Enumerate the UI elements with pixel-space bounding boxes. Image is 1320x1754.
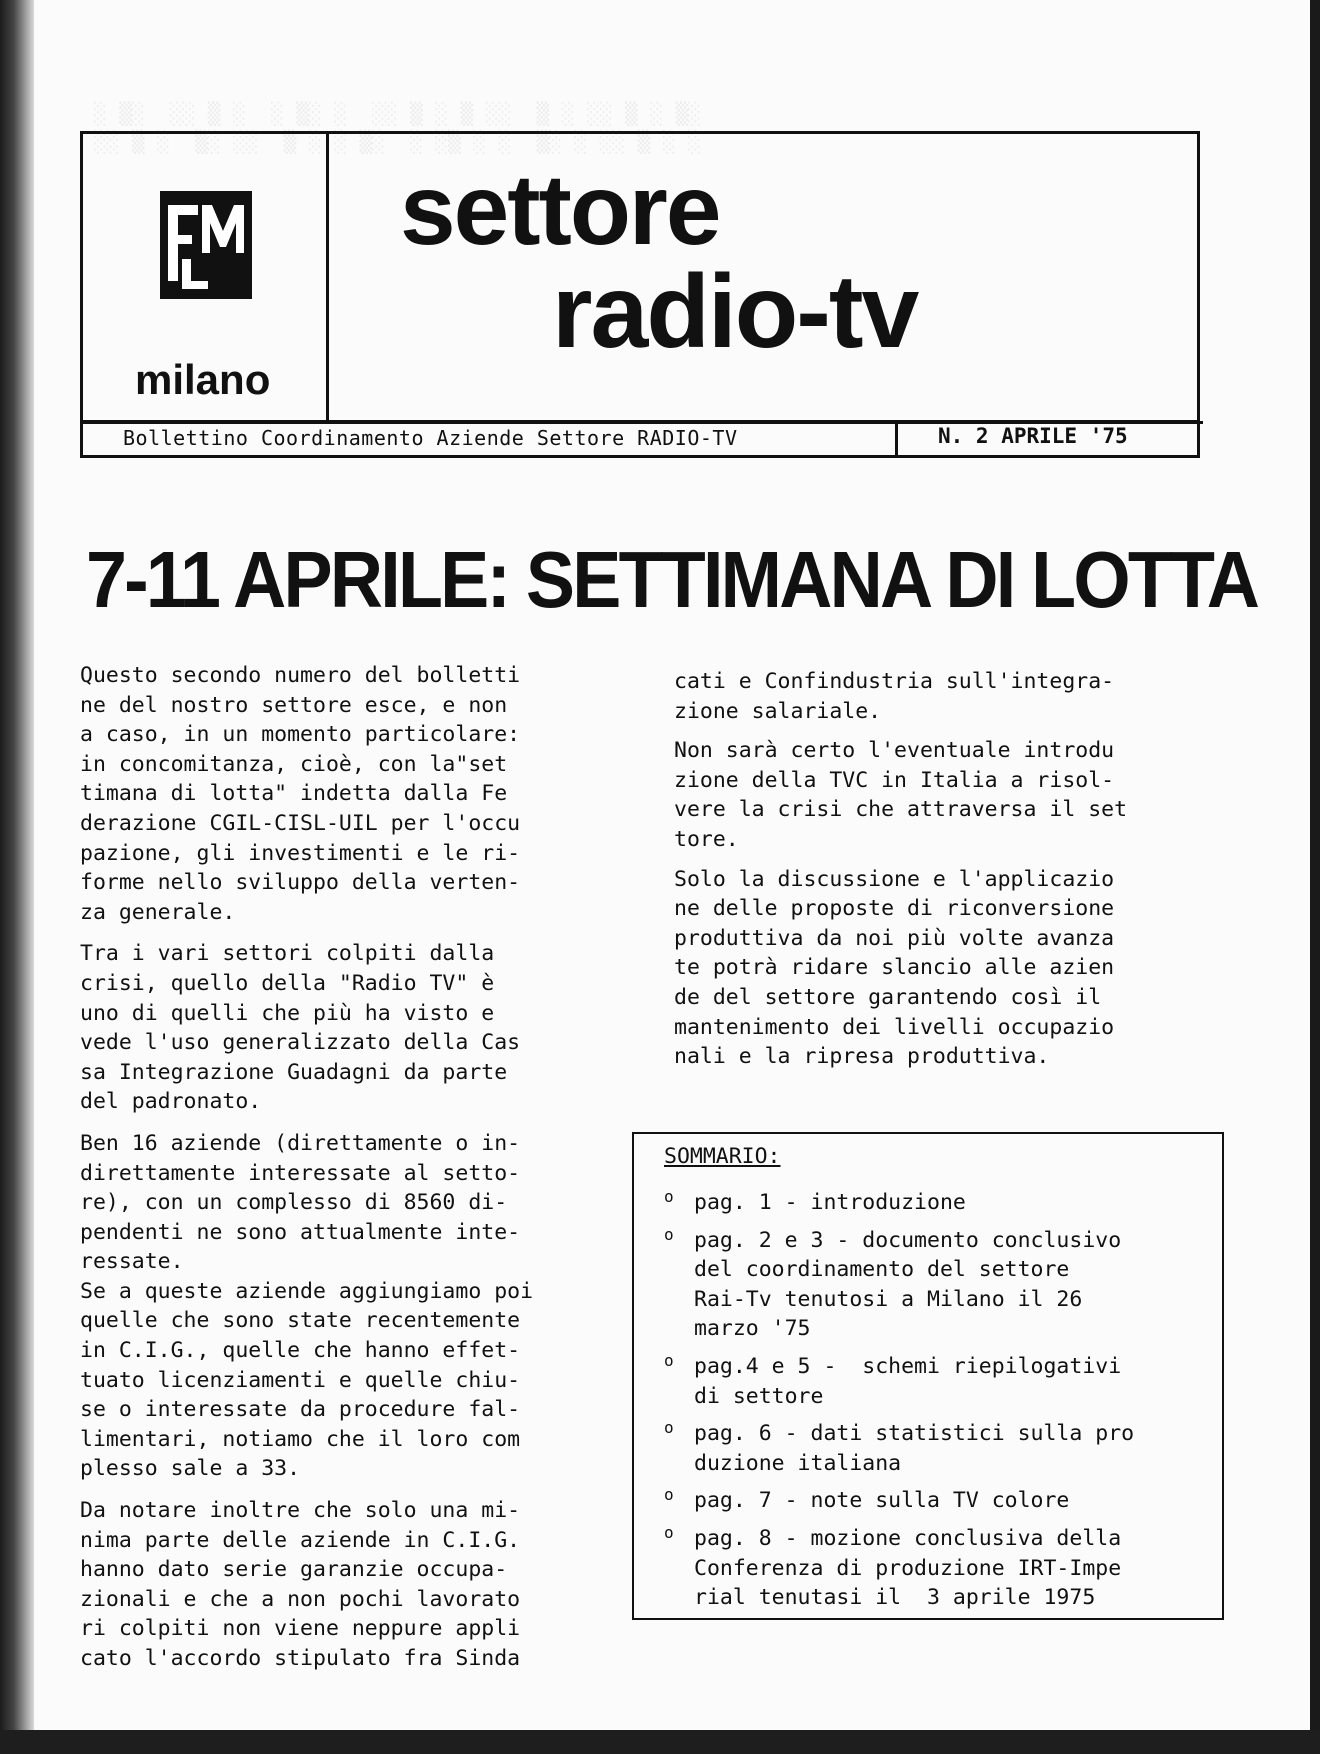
sommario-item-text: pag. 8 - mozione conclusiva della Conferenza di produzione IRT-Impe rial tenutasi il 3 aprile 1975 (694, 1525, 1122, 1611)
sommario-item (634, 1486, 1134, 1516)
sommario-item (634, 1188, 1134, 1218)
sommario-item-text: pag. 7 - note sulla TV colore (694, 1488, 1070, 1514)
right-column (674, 667, 1214, 1082)
fml-logo (160, 191, 252, 299)
sommario-item (634, 1524, 1134, 1613)
masthead-divider-vertical (326, 134, 329, 424)
sommario-item (634, 1226, 1134, 1344)
subbar-divider (895, 420, 898, 455)
scan-edge-bottom (0, 1730, 1320, 1754)
issue-number: N. 2 APRILE '75 (938, 424, 1128, 448)
sommario-item (634, 1419, 1134, 1478)
bleed-through-texture: ░ ▒░ ░░ ▒ ░ ░ ▒░ ░ ░░ ▒ ░ ▒ ░░ ▒ ░ ░░ ▒ ░ ▒░ ░░ ▒ ░ ▒░ ░░ ▒ ░ ░ ▒░ ░ ░▒ ░ ░ ▒░ ░ ░░ ▒ ░ ░ (94, 102, 701, 154)
paragraph: Tra i vari settori colpiti dalla crisi, quello della "Radio TV" è uno di quelli che più ha visto e vede l'uso generalizzato della Cas sa Integrazione Guadagni da parte del padronato. (80, 941, 521, 1115)
left-column (80, 661, 620, 1686)
masthead-title-line2: radio-tv (552, 254, 918, 370)
bullet-icon: o (664, 1485, 674, 1505)
headline: 7-11 APRILE: SETTIMANA DI LOTTA (86, 535, 1258, 624)
sommario-item-text: pag.4 e 5 - schemi riepilogativi di settore (694, 1353, 1122, 1409)
bullet-icon: o (664, 1350, 674, 1370)
paragraph: Da notare inoltre che solo una mi- nima parte delle aziende in C.I.G. hanno dato serie garanzie occupa- zionali e che a non pochi lavorato ri colpiti non viene neppure appli cato l'accordo stipulato fra Sinda (80, 1498, 521, 1671)
bullet-icon: o (664, 1522, 674, 1542)
scan-edge-left (0, 0, 34, 1754)
sommario-box (632, 1132, 1224, 1620)
bullet-icon: o (664, 1418, 674, 1438)
sommario-list (634, 1188, 1134, 1621)
bullet-icon: o (664, 1187, 674, 1206)
bullet-icon: o (664, 1224, 674, 1244)
sommario-item-text: pag. 6 - dati statistici sulla pro duzione italiana (694, 1421, 1135, 1476)
sommario-item-text: pag. 1 - introduzione (694, 1190, 966, 1215)
paragraph: cati e Confindustria sull'integra- zione salariale. (674, 669, 1115, 724)
fml-logo-graphic (160, 191, 252, 299)
sommario-item (634, 1352, 1134, 1411)
scan-edge-right (1310, 0, 1320, 1754)
sommario-item-text: pag. 2 e 3 - documento conclusivo del coordinamento del settore Rai-Tv tenutosi a Milano il 26 marzo '75 (694, 1227, 1122, 1342)
masthead-title-line1: settore (400, 154, 720, 266)
paragraph: Solo la discussione e l'applicazio ne delle proposte di riconversione produttiva da noi più volte avanza te potrà ridare slancio alle azien de del settore garantendo così il mantenimento dei livelli occupazio nali e la ripresa produttiva. (674, 866, 1115, 1070)
masthead-subbar (80, 420, 1200, 458)
masthead-city: milano (135, 356, 271, 403)
paragraph: Non sarà certo l'eventuale introdu zione della TVC in Italia a risol- vere la crisi che attraversa il set tore. (674, 738, 1128, 852)
paragraph: Questo secondo numero del bolletti ne del nostro settore esce, e non a caso, in un momento particolare: in concomitanza, cioè, con la"set timana di lotta" indetta dalla Fe derazione CGIL-CISL-UIL per l'occu pazione, gli investimenti e le ri- forme nello sviluppo della verten- za generale. (80, 663, 521, 925)
sommario-title: SOMMARIO: (664, 1144, 781, 1169)
bulletin-subtitle: Bollettino Coordinamento Aziende Settore RADIO-TV (123, 426, 738, 450)
paragraph: Ben 16 aziende (direttamente o in- direttamente interessate al setto- re), con un complesso di 8560 di- pendenti ne sono attualmente inte- ressate. Se a queste aziende aggiungiamo poi quelle che sono state recentemente in C.I.G., quelle che hanno effet- tuato licenziamenti e quelle chiu- se o interessate da procedure fal- limentari, notiamo che il loro com plesso sale a 33. (80, 1130, 534, 1482)
